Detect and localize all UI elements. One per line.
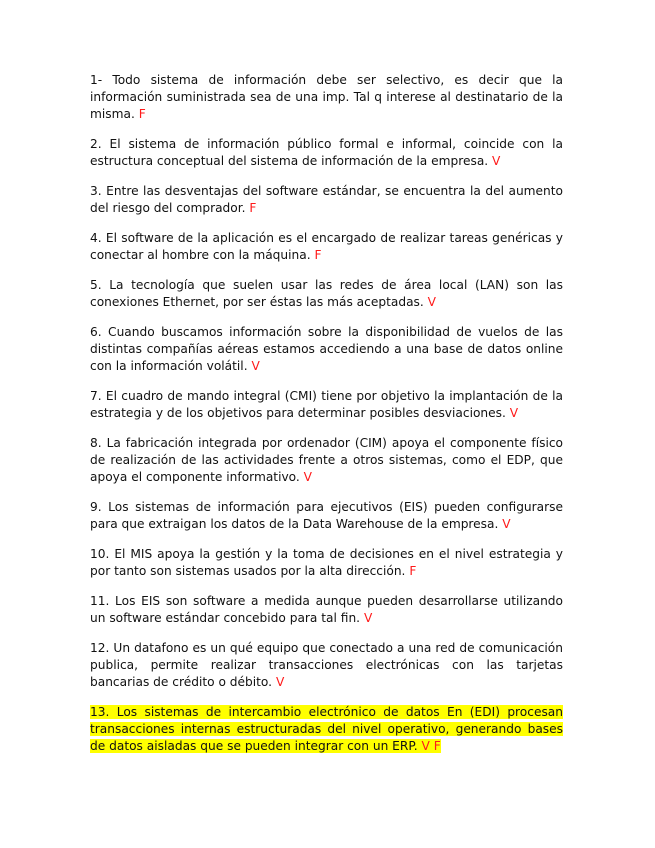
answer-mark: V: [251, 359, 260, 373]
statement-5: [90, 277, 563, 311]
statement-text: 6. Cuando buscamos información sobre la disponibilidad de vuelos de las distintas compañías aéreas estamos accediendo a una base de datos online con la información volátil.: [90, 325, 563, 373]
statement-9: [90, 499, 563, 533]
statement-6: [90, 324, 563, 375]
answer-mark: F: [138, 107, 146, 121]
statement-12: [90, 640, 563, 691]
statement-text: 1- Todo sistema de información debe ser selectivo, es decir que la información suministrada sea de una imp. Tal q interese al destinatario de la misma.: [90, 73, 563, 121]
statement-10: [90, 546, 563, 580]
statement-text: 3. Entre las desventajas del software estándar, se encuentra la del aumento del riesgo del comprador.: [90, 184, 563, 215]
answer-mark: F: [249, 201, 257, 215]
statement-text: 7. El cuadro de mando integral (CMI) tiene por objetivo la implantación de la estrategia y de los objetivos para determinar posibles desviaciones.: [90, 389, 563, 420]
statement-text: 9. Los sistemas de información para ejecutivos (EIS) pueden configurarse para que extraigan los datos de la Data Warehouse de la empresa.: [90, 500, 563, 531]
statement-text: 10. El MIS apoya la gestión y la toma de decisiones en el nivel estrategia y por tanto son sistemas usados por la alta dirección.: [90, 547, 563, 578]
statement-2: [90, 136, 563, 170]
statement-text: 2. El sistema de información público formal e informal, coincide con la estructura conceptual del sistema de información de la empresa.: [90, 137, 563, 168]
answer-mark: V: [492, 154, 501, 168]
statement-13-highlighted: [90, 704, 563, 755]
answer-mark: V: [363, 611, 373, 625]
statement-text: 13. Los sistemas de intercambio electrónico de datos En (EDI) procesan transacciones internas estructuradas del nivel operativo, generando bases de datos aisladas que se pueden integrar con un ERP.: [90, 705, 563, 753]
statement-3: [90, 183, 563, 217]
statement-text: 4. El software de la aplicación es el encargado de realizar tareas genéricas y conectar al hombre con la máquina.: [90, 231, 563, 262]
answer-mark: F: [314, 248, 322, 262]
statement-text: 11. Los EIS son software a medida aunque pueden desarrollarse utilizando un software estándar concebido para tal fin.: [90, 594, 563, 625]
statement-text: 5. La tecnología que suelen usar las redes de área local (LAN) son las conexiones Ethernet, por ser éstas las más aceptadas.: [90, 278, 563, 309]
answer-mark: V: [303, 470, 313, 484]
statement-1: [90, 72, 563, 123]
answer-mark: F: [409, 564, 417, 578]
answer-mark: V: [502, 517, 511, 531]
answer-mark: F: [433, 739, 441, 753]
statement-text: 8. La fabricación integrada por ordenador (CIM) apoya el componente físico de realización de las actividades frente a otros sistemas, como el EDP, que apoya el componente informativo.: [90, 436, 563, 484]
answer-mark: V: [275, 675, 285, 689]
answer-mark: V: [509, 406, 519, 420]
statement-text: 12. Un datafono es un qué equipo que conectado a una red de comunicación publica, permite realizar transacciones electrónicas con las tarjetas bancarias de crédito o débito.: [90, 641, 563, 689]
statement-4: [90, 230, 563, 264]
statement-8: [90, 435, 563, 486]
document-page: [90, 72, 563, 755]
statement-7: [90, 388, 563, 422]
answer-mark: V: [421, 739, 430, 753]
answer-mark: V: [427, 295, 436, 309]
statement-11: [90, 593, 563, 627]
